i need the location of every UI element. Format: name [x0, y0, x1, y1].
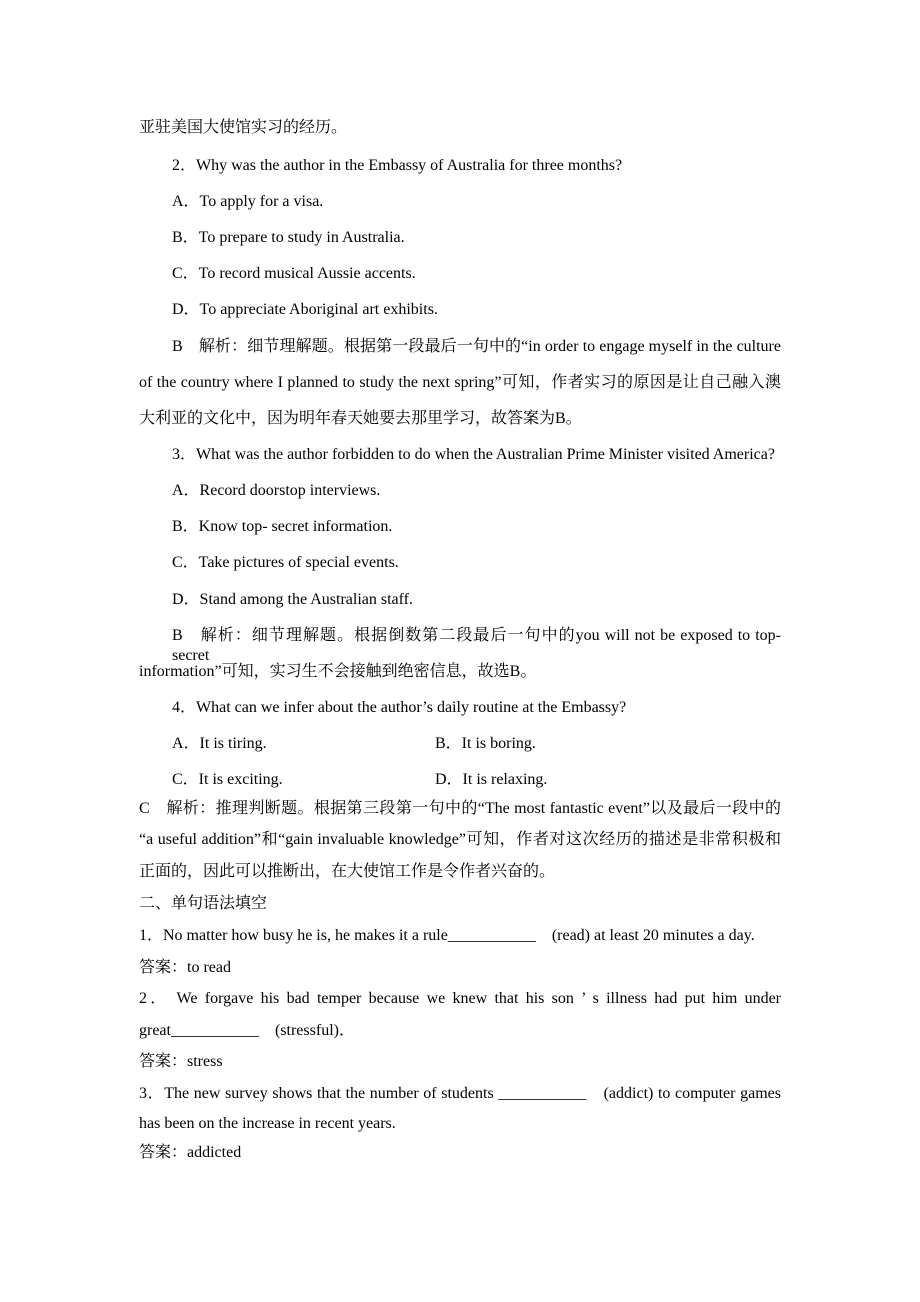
option-d: D．To appreciate Aboriginal art exhibits.: [172, 301, 438, 318]
answer: 答案：to read: [139, 959, 231, 976]
explanation: “a useful addition”和“gain invaluable knowledge”可知，作者对这次经历的描述是非常积极和: [139, 831, 781, 848]
question-2: 2．Why was the author in the Embassy of Australia for three months?: [172, 157, 623, 174]
explanation: information”可知，实习生不会接触到绝密信息，故选B。: [139, 663, 537, 680]
grammar-item-3: 3．The new survey shows that the number of students ___________ (addict) to computer games: [139, 1085, 781, 1102]
grammar-item-3: has been on the increase in recent years.: [139, 1115, 396, 1132]
section-heading: 二、单句语法填空: [139, 895, 268, 912]
option-c: C．To record musical Aussie accents.: [172, 265, 416, 282]
text-line: 亚驻美国大使馆实习的经历。: [139, 119, 348, 136]
answer: 答案：addicted: [139, 1144, 242, 1161]
option-b: B．It is boring.: [435, 735, 536, 752]
explanation: B 解析：细节理解题。根据倒数第二段最后一句中的you will not be exposed to top-secret: [172, 627, 781, 664]
option-d: D．Stand among the Australian staff.: [172, 591, 414, 608]
grammar-item-2: 2． We forgave his bad temper because we knew that his son ’ s illness had put him under: [139, 990, 781, 1007]
option-d: D．It is relaxing.: [435, 771, 548, 788]
option-b: B．To prepare to study in Australia.: [172, 229, 405, 246]
option-c: C．It is exciting.: [172, 771, 283, 788]
answer: 答案：stress: [139, 1053, 223, 1070]
grammar-item-2: great___________ (stressful)．: [139, 1022, 355, 1039]
option-a: A．It is tiring.: [172, 735, 267, 752]
explanation: of the country where I planned to study the next spring”可知，作者实习的原因是让自己融入澳: [139, 374, 781, 391]
explanation: 正面的，因此可以推断出，在大使馆工作是令作者兴奋的。: [139, 863, 556, 880]
option-a: A．Record doorstop interviews.: [172, 482, 381, 499]
grammar-item-1: 1．No matter how busy he is, he makes it a rule___________ (read) at least 20 minutes a day.: [139, 927, 755, 944]
explanation: 大利亚的文化中，因为明年春天她要去那里学习，故答案为B。: [139, 410, 582, 427]
explanation: B 解析：细节理解题。根据第一段最后一句中的“in order to engage myself in the culture: [172, 338, 781, 355]
option-a: A．To apply for a visa.: [172, 193, 324, 210]
option-c: C．Take pictures of special events.: [172, 554, 399, 571]
question-3: 3．What was the author forbidden to do when the Australian Prime Minister visited America?: [172, 446, 775, 463]
question-4: 4．What can we infer about the author’s daily routine at the Embassy?: [172, 699, 627, 716]
option-b: B．Know top- secret information.: [172, 518, 393, 535]
explanation: C 解析：推理判断题。根据第三段第一句中的“The most fantastic event”以及最后一段中的: [139, 800, 781, 817]
